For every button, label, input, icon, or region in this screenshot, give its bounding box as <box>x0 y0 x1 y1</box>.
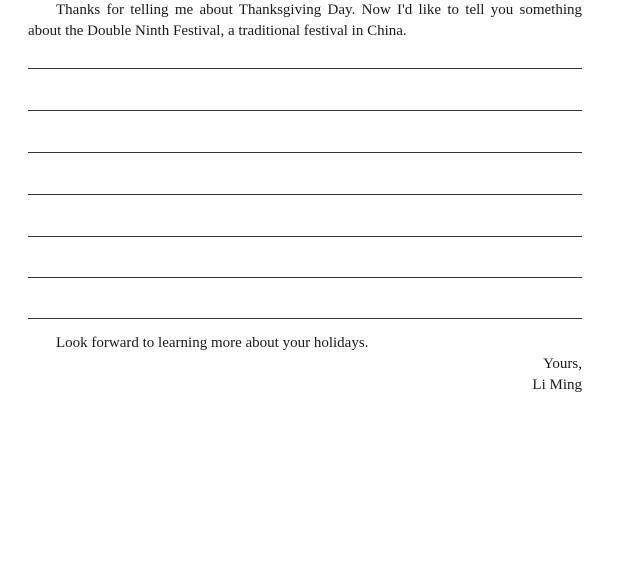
writing-line <box>28 68 582 69</box>
letter-signoff: Yours, <box>543 356 582 372</box>
writing-line <box>28 318 582 319</box>
writing-line <box>28 152 582 153</box>
writing-line <box>28 194 582 195</box>
letter-signature: Li Ming <box>532 377 582 393</box>
writing-line <box>28 110 582 111</box>
writing-line <box>28 236 582 237</box>
letter-intro-paragraph: Thanks for telling me about Thanksgiving Day. Now I'd like to tell you something about the Double Ninth Festival, a traditional festival in China. <box>28 2 582 39</box>
writing-line <box>28 277 582 278</box>
letter-closing-sentence: Look forward to learning more about your holidays. <box>56 335 369 351</box>
